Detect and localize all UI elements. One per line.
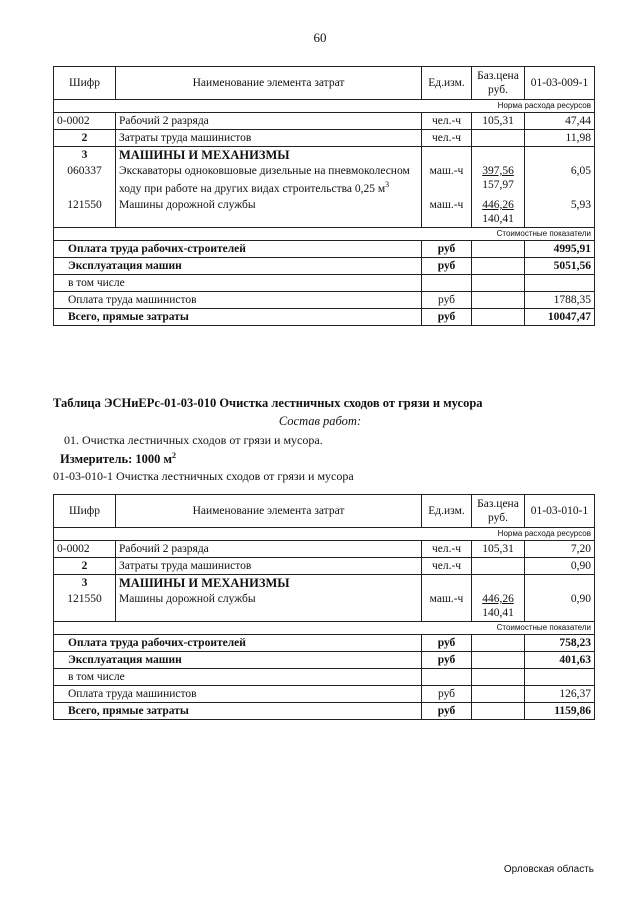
cost-table-2 bbox=[53, 494, 595, 720]
row-code: 2 bbox=[54, 558, 116, 575]
header-price bbox=[472, 495, 525, 528]
row-code: 2 bbox=[54, 130, 116, 147]
total-unit: руб bbox=[422, 652, 472, 669]
total-row bbox=[54, 635, 595, 652]
row-name-sup: 3 bbox=[385, 180, 390, 189]
row-price bbox=[472, 558, 525, 575]
norm-line: 01-03-010-1 Очистка лестничных сходов от грязи и мусора bbox=[53, 469, 354, 483]
total-row bbox=[54, 240, 595, 257]
table-row bbox=[54, 591, 595, 622]
table-row bbox=[54, 163, 595, 197]
total-value: 1159,86 bbox=[525, 703, 595, 720]
row-unit: чел.-ч bbox=[422, 130, 472, 147]
total-label: Оплата труда рабочих-строителей bbox=[54, 635, 422, 652]
section-code: 3 bbox=[54, 147, 116, 164]
row-name: Затраты труда машинистов bbox=[116, 558, 422, 575]
header-name: Наименование элемента затрат bbox=[116, 67, 422, 100]
total-label: Эксплуатация машин bbox=[54, 257, 422, 274]
row-name: Рабочий 2 разряда bbox=[116, 113, 422, 130]
table-row bbox=[54, 130, 595, 147]
total-value: 5051,56 bbox=[525, 257, 595, 274]
total-label: Эксплуатация машин bbox=[54, 652, 422, 669]
row-name bbox=[116, 163, 422, 197]
total-value: 401,63 bbox=[525, 652, 595, 669]
row-price bbox=[472, 130, 525, 147]
row-unit: чел.-ч bbox=[422, 541, 472, 558]
row-unit: маш.-ч bbox=[422, 163, 472, 197]
total-row bbox=[54, 274, 595, 291]
total-row bbox=[54, 652, 595, 669]
header-unit: Ед.изм. bbox=[422, 495, 472, 528]
header-price bbox=[472, 67, 525, 100]
band-cost: Стоимостные показатели bbox=[54, 227, 595, 240]
header-price-line2: руб. bbox=[488, 512, 508, 524]
header-unit: Ед.изм. bbox=[422, 67, 472, 100]
row-price-a: 446,26 bbox=[482, 593, 514, 605]
total-unit: руб bbox=[422, 291, 472, 308]
measure-label: Измеритель: 1000 м bbox=[60, 452, 173, 467]
section-row bbox=[54, 147, 595, 164]
row-price bbox=[472, 163, 525, 197]
row-value: 47,44 bbox=[525, 113, 595, 130]
section-name: МАШИНЫ И МЕХАНИЗМЫ bbox=[116, 147, 422, 164]
page-number: 60 bbox=[313, 30, 327, 45]
section-name: МАШИНЫ И МЕХАНИЗМЫ bbox=[116, 575, 422, 592]
table-title: Таблица ЭСНиЕРс-01-03-010 Очистка лестничных сходов от грязи и мусора bbox=[53, 396, 483, 410]
total-label: Всего, прямые затраты bbox=[54, 703, 422, 720]
table-row bbox=[54, 541, 595, 558]
row-name-text: Экскаваторы одноковшовые дизельные на пневмоколесном ходу при работе на других видах строительства 0,25 м bbox=[119, 165, 410, 195]
table-header bbox=[54, 67, 595, 100]
row-code: 060337 bbox=[54, 163, 116, 197]
row-price bbox=[472, 197, 525, 228]
total-value: 758,23 bbox=[525, 635, 595, 652]
band-cost: Стоимостные показатели bbox=[54, 622, 595, 635]
row-value: 5,93 bbox=[525, 197, 595, 228]
measure-sup: 2 bbox=[172, 451, 177, 460]
measure-unit bbox=[60, 451, 176, 467]
row-price-a: 397,56 bbox=[482, 165, 514, 177]
row-price-b: 140,41 bbox=[482, 607, 514, 619]
header-price-line1: Баз.цена bbox=[477, 70, 519, 82]
total-value: 1788,35 bbox=[525, 291, 595, 308]
row-value: 0,90 bbox=[525, 591, 595, 622]
cost-table-1 bbox=[53, 66, 595, 326]
header-name: Наименование элемента затрат bbox=[116, 495, 422, 528]
work-composition-heading: Состав работ: bbox=[278, 414, 362, 428]
row-value: 6,05 bbox=[525, 163, 595, 197]
total-label: в том числе bbox=[54, 669, 422, 686]
row-price: 105,31 bbox=[472, 113, 525, 130]
total-label: Оплата труда машинистов bbox=[54, 291, 422, 308]
total-value: 126,37 bbox=[525, 686, 595, 703]
total-unit: руб bbox=[422, 635, 472, 652]
band-norm: Норма расхода ресурсов bbox=[54, 528, 595, 541]
total-unit: руб bbox=[422, 240, 472, 257]
footer-region: Орловская область bbox=[503, 864, 594, 875]
total-row bbox=[54, 308, 595, 325]
work-item: 01. Очистка лестничных сходов от грязи и мусора. bbox=[64, 433, 323, 447]
total-unit: руб bbox=[422, 257, 472, 274]
row-unit: маш.-ч bbox=[422, 197, 472, 228]
row-name: Затраты труда машинистов bbox=[116, 130, 422, 147]
row-price: 105,31 bbox=[472, 541, 525, 558]
total-row bbox=[54, 669, 595, 686]
header-code: Шифр bbox=[54, 495, 116, 528]
row-code: 0-0002 bbox=[54, 113, 116, 130]
total-label: Всего, прямые затраты bbox=[54, 308, 422, 325]
total-label: Оплата труда машинистов bbox=[54, 686, 422, 703]
band-norm: Норма расхода ресурсов bbox=[54, 100, 595, 113]
row-price-b: 140,41 bbox=[482, 212, 514, 225]
row-name: Машины дорожной службы bbox=[116, 591, 422, 622]
table-header bbox=[54, 495, 595, 528]
row-price bbox=[472, 591, 525, 622]
row-unit: чел.-ч bbox=[422, 113, 472, 130]
total-value: 4995,91 bbox=[525, 240, 595, 257]
row-name: Рабочий 2 разряда bbox=[116, 541, 422, 558]
row-unit: маш.-ч bbox=[422, 591, 472, 622]
total-row bbox=[54, 686, 595, 703]
row-code: 121550 bbox=[54, 197, 116, 228]
total-label: Оплата труда рабочих-строителей bbox=[54, 240, 422, 257]
row-price-a: 446,26 bbox=[482, 198, 514, 211]
row-value: 11,98 bbox=[525, 130, 595, 147]
row-code: 0-0002 bbox=[54, 541, 116, 558]
total-row bbox=[54, 703, 595, 720]
header-norm-code: 01-03-009-1 bbox=[525, 67, 595, 100]
total-value: 10047,47 bbox=[525, 308, 595, 325]
section-row bbox=[54, 575, 595, 592]
table-row bbox=[54, 197, 595, 228]
row-price-b: 157,97 bbox=[482, 179, 514, 191]
header-price-line2: руб. bbox=[488, 84, 508, 96]
row-value: 0,90 bbox=[525, 558, 595, 575]
header-norm-code: 01-03-010-1 bbox=[525, 495, 595, 528]
total-label: в том числе bbox=[54, 274, 422, 291]
table-row bbox=[54, 113, 595, 130]
header-price-line1: Баз.цена bbox=[477, 498, 519, 510]
row-value: 7,20 bbox=[525, 541, 595, 558]
total-unit: руб bbox=[422, 703, 472, 720]
row-code: 121550 bbox=[54, 591, 116, 622]
table-row bbox=[54, 558, 595, 575]
total-row bbox=[54, 257, 595, 274]
section-code: 3 bbox=[54, 575, 116, 592]
total-unit: руб bbox=[422, 686, 472, 703]
row-unit: чел.-ч bbox=[422, 558, 472, 575]
header-code: Шифр bbox=[54, 67, 116, 100]
total-unit: руб bbox=[422, 308, 472, 325]
total-row bbox=[54, 291, 595, 308]
row-name: Машины дорожной службы bbox=[116, 197, 422, 228]
